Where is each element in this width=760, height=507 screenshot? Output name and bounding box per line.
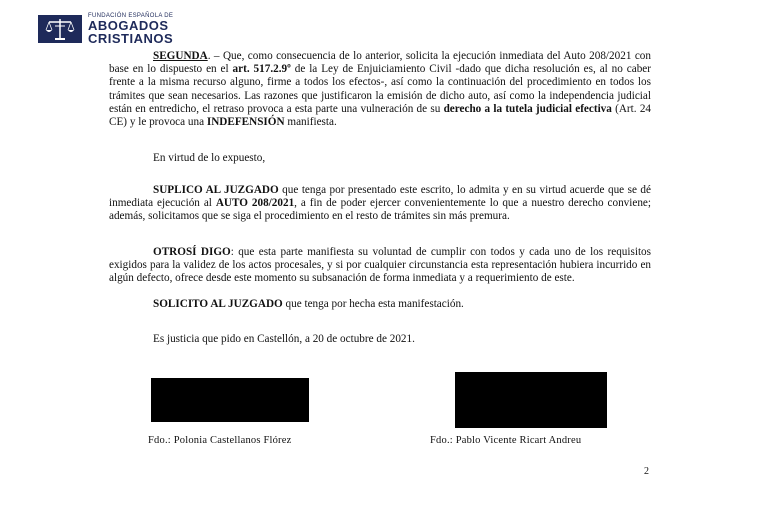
otrosi-text: : que esta parte manifiesta su voluntad de cumplir con todos y cada uno de los requisitos exigidos para la validez de los actos procesales, y si por cualquier circunstancia esta representación hubiera incurrido en algún defecto, ofrece desde este momento su subsanación de forma inmediata y a requerimiento de este. (109, 246, 652, 285)
segunda-article: art. 517.2.9º (232, 63, 291, 76)
segunda-text-4: manifiesta. (284, 116, 337, 129)
segunda-text-3: (Art. 24 CE) y le provoca una (109, 102, 652, 129)
otrosi-lead: OTROSÍ DIGO (153, 246, 231, 258)
suplico-text-1: que tenga por presentado este escrito, lo admita y en su virtud acuerde que se dé inmediata ejecución al (109, 184, 651, 210)
paragraph-segunda (109, 50, 651, 129)
suplico-text-2: , a fin de poder ejercer convenientemente lo que a nuestro derecho conviene; además, solicitamos que se siga el procedimiento en el resto de trámites sin más premura. (109, 197, 652, 223)
page-number: 2 (644, 466, 649, 477)
segunda-text-2: de la Ley de Enjuiciamiento Civil -dado que dicha resolución es, al no caber frente a la misma recurso alguno, firme a todos los efectos-, así como la continuación del procedimiento en todos los trámites que sean necesarios. Las razones que justificaron la emisión de dicho auto, así como la independencia judicial están en entredicho, el retraso provoca a esta parte una vulneración de su (109, 63, 651, 115)
paragraph-otrosi (109, 246, 651, 286)
paragraph-justicia: Es justicia que pido en Castellón, a 20 de octubre de 2021. (153, 333, 415, 345)
paragraph-solicito (109, 298, 651, 311)
logo-line-2: CRISTIANOS (88, 31, 174, 46)
solicito-lead: SOLICITO AL JUZGADO (153, 298, 283, 310)
paragraph-suplico (109, 184, 651, 224)
signature-left-label: Fdo.: Polonia Castellanos Flórez (148, 435, 292, 446)
segunda-heading: SEGUNDA (153, 50, 208, 62)
suplico-auto: AUTO 208/2021 (215, 197, 295, 210)
segunda-indefension: INDEFENSIÓN (206, 116, 285, 129)
redacted-signature-right (455, 372, 607, 428)
logo-subtitle: FUNDACIÓN ESPAÑOLA DE (88, 13, 174, 19)
solicito-text: que tenga por hecha esta manifestación. (282, 298, 464, 310)
paragraph-en-virtud: En virtud de lo expuesto, (153, 152, 266, 164)
signature-right-label: Fdo.: Pablo Vicente Ricart Andreu (430, 435, 582, 446)
suplico-lead: SUPLICO AL JUZGADO (153, 184, 279, 196)
logo-text (88, 13, 173, 45)
redacted-signature-left (151, 378, 309, 422)
segunda-text-1: . – Que, como consecuencia de lo anterior, solicita la ejecución inmediata del Auto 208/2021 con base en lo dispuesto en el (109, 50, 651, 76)
segunda-right: derecho a la tutela judicial efectiva (443, 102, 612, 115)
foundation-logo (38, 14, 173, 44)
scales-of-justice-icon (38, 15, 82, 43)
logo-line-1: ABOGADOS (88, 18, 169, 33)
